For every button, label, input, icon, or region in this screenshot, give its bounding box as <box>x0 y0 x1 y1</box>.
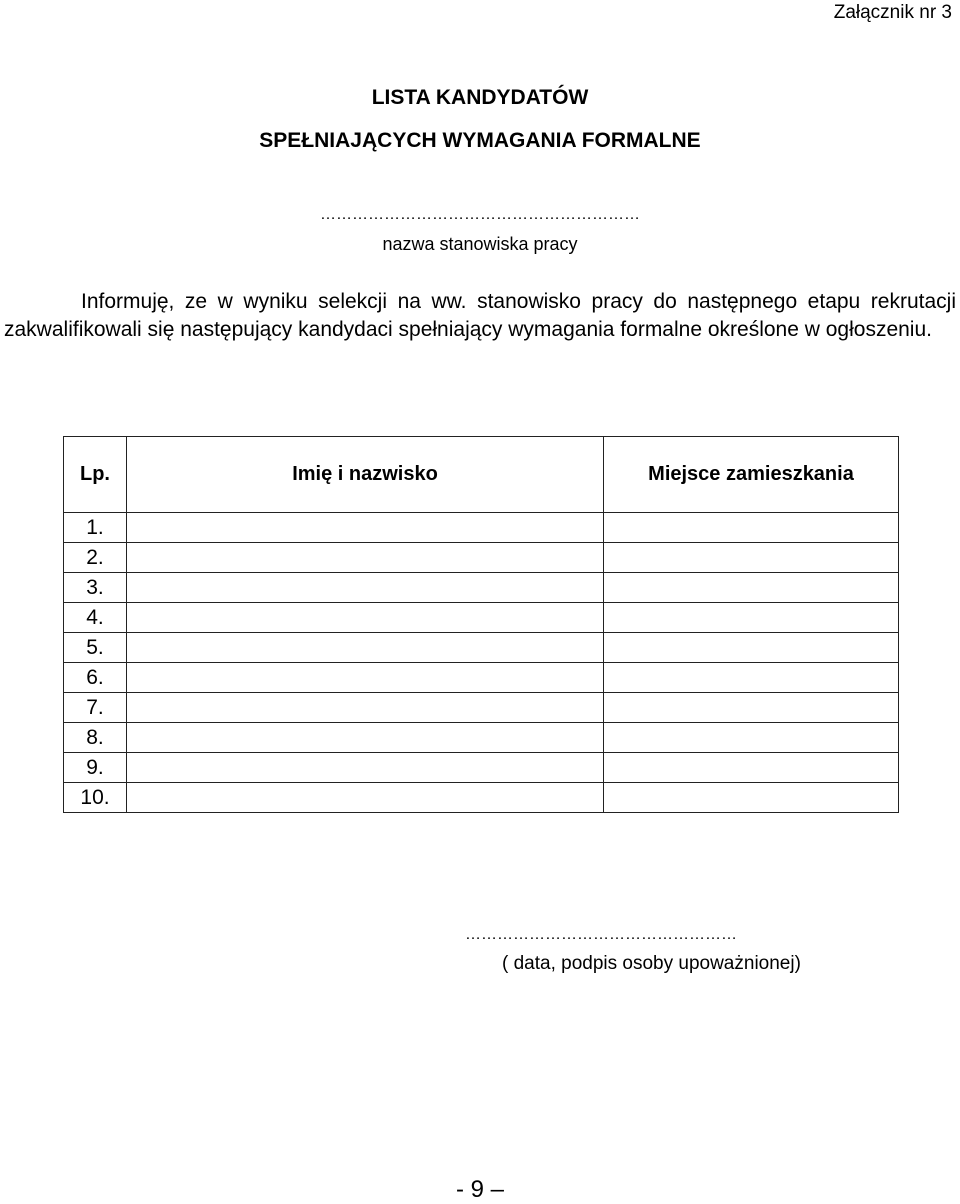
position-fill-line: …………………………………………………… <box>320 206 640 223</box>
residence-cell <box>604 513 899 543</box>
table-row <box>64 573 899 603</box>
header-name: Imię i nazwisko <box>127 437 604 513</box>
name-cell <box>127 693 604 723</box>
header-lp: Lp. <box>64 437 127 513</box>
attachment-label: Załącznik nr 3 <box>833 2 952 23</box>
table-row <box>64 543 899 573</box>
table-header-row <box>64 437 899 513</box>
name-cell <box>127 573 604 603</box>
name-cell <box>127 633 604 663</box>
residence-cell <box>604 543 899 573</box>
row-number: 3. <box>64 573 127 603</box>
table-row <box>64 603 899 633</box>
name-cell <box>127 513 604 543</box>
name-cell <box>127 663 604 693</box>
residence-cell <box>604 753 899 783</box>
candidates-table <box>63 436 899 813</box>
row-number: 5. <box>64 633 127 663</box>
info-paragraph: Informuję, ze w wyniku selekcji na ww. stanowisko pracy do następnego etapu rekrutacji zakwalifikowali się następujący kandydaci spełniający wymagania formalne określone w ogłoszeniu. <box>4 290 956 341</box>
name-cell <box>127 723 604 753</box>
table-row <box>64 783 899 813</box>
residence-cell <box>604 693 899 723</box>
table-row <box>64 663 899 693</box>
table-row <box>64 513 899 543</box>
page-number: - 9 – <box>455 1176 505 1203</box>
residence-cell <box>604 573 899 603</box>
residence-cell <box>604 603 899 633</box>
table-row <box>64 753 899 783</box>
row-number: 7. <box>64 693 127 723</box>
table-row <box>64 723 899 753</box>
residence-cell <box>604 663 899 693</box>
row-number: 9. <box>64 753 127 783</box>
row-number: 10. <box>64 783 127 813</box>
signature-fill-line: …………………………………………… <box>465 926 737 943</box>
residence-cell <box>604 633 899 663</box>
row-number: 4. <box>64 603 127 633</box>
row-number: 6. <box>64 663 127 693</box>
signature-label: ( data, podpis osoby upoważnionej) <box>502 953 801 974</box>
residence-cell <box>604 723 899 753</box>
document-title-line1: LISTA KANDYDATÓW <box>371 86 589 109</box>
residence-cell <box>604 783 899 813</box>
row-number: 1. <box>64 513 127 543</box>
position-label: nazwa stanowiska pracy <box>382 234 578 254</box>
table-row <box>64 633 899 663</box>
document-title-line2: SPEŁNIAJĄCYCH WYMAGANIA FORMALNE <box>259 129 701 152</box>
row-number: 8. <box>64 723 127 753</box>
table-row <box>64 693 899 723</box>
row-number: 2. <box>64 543 127 573</box>
name-cell <box>127 753 604 783</box>
name-cell <box>127 603 604 633</box>
name-cell <box>127 543 604 573</box>
header-residence: Miejsce zamieszkania <box>604 437 899 513</box>
name-cell <box>127 783 604 813</box>
